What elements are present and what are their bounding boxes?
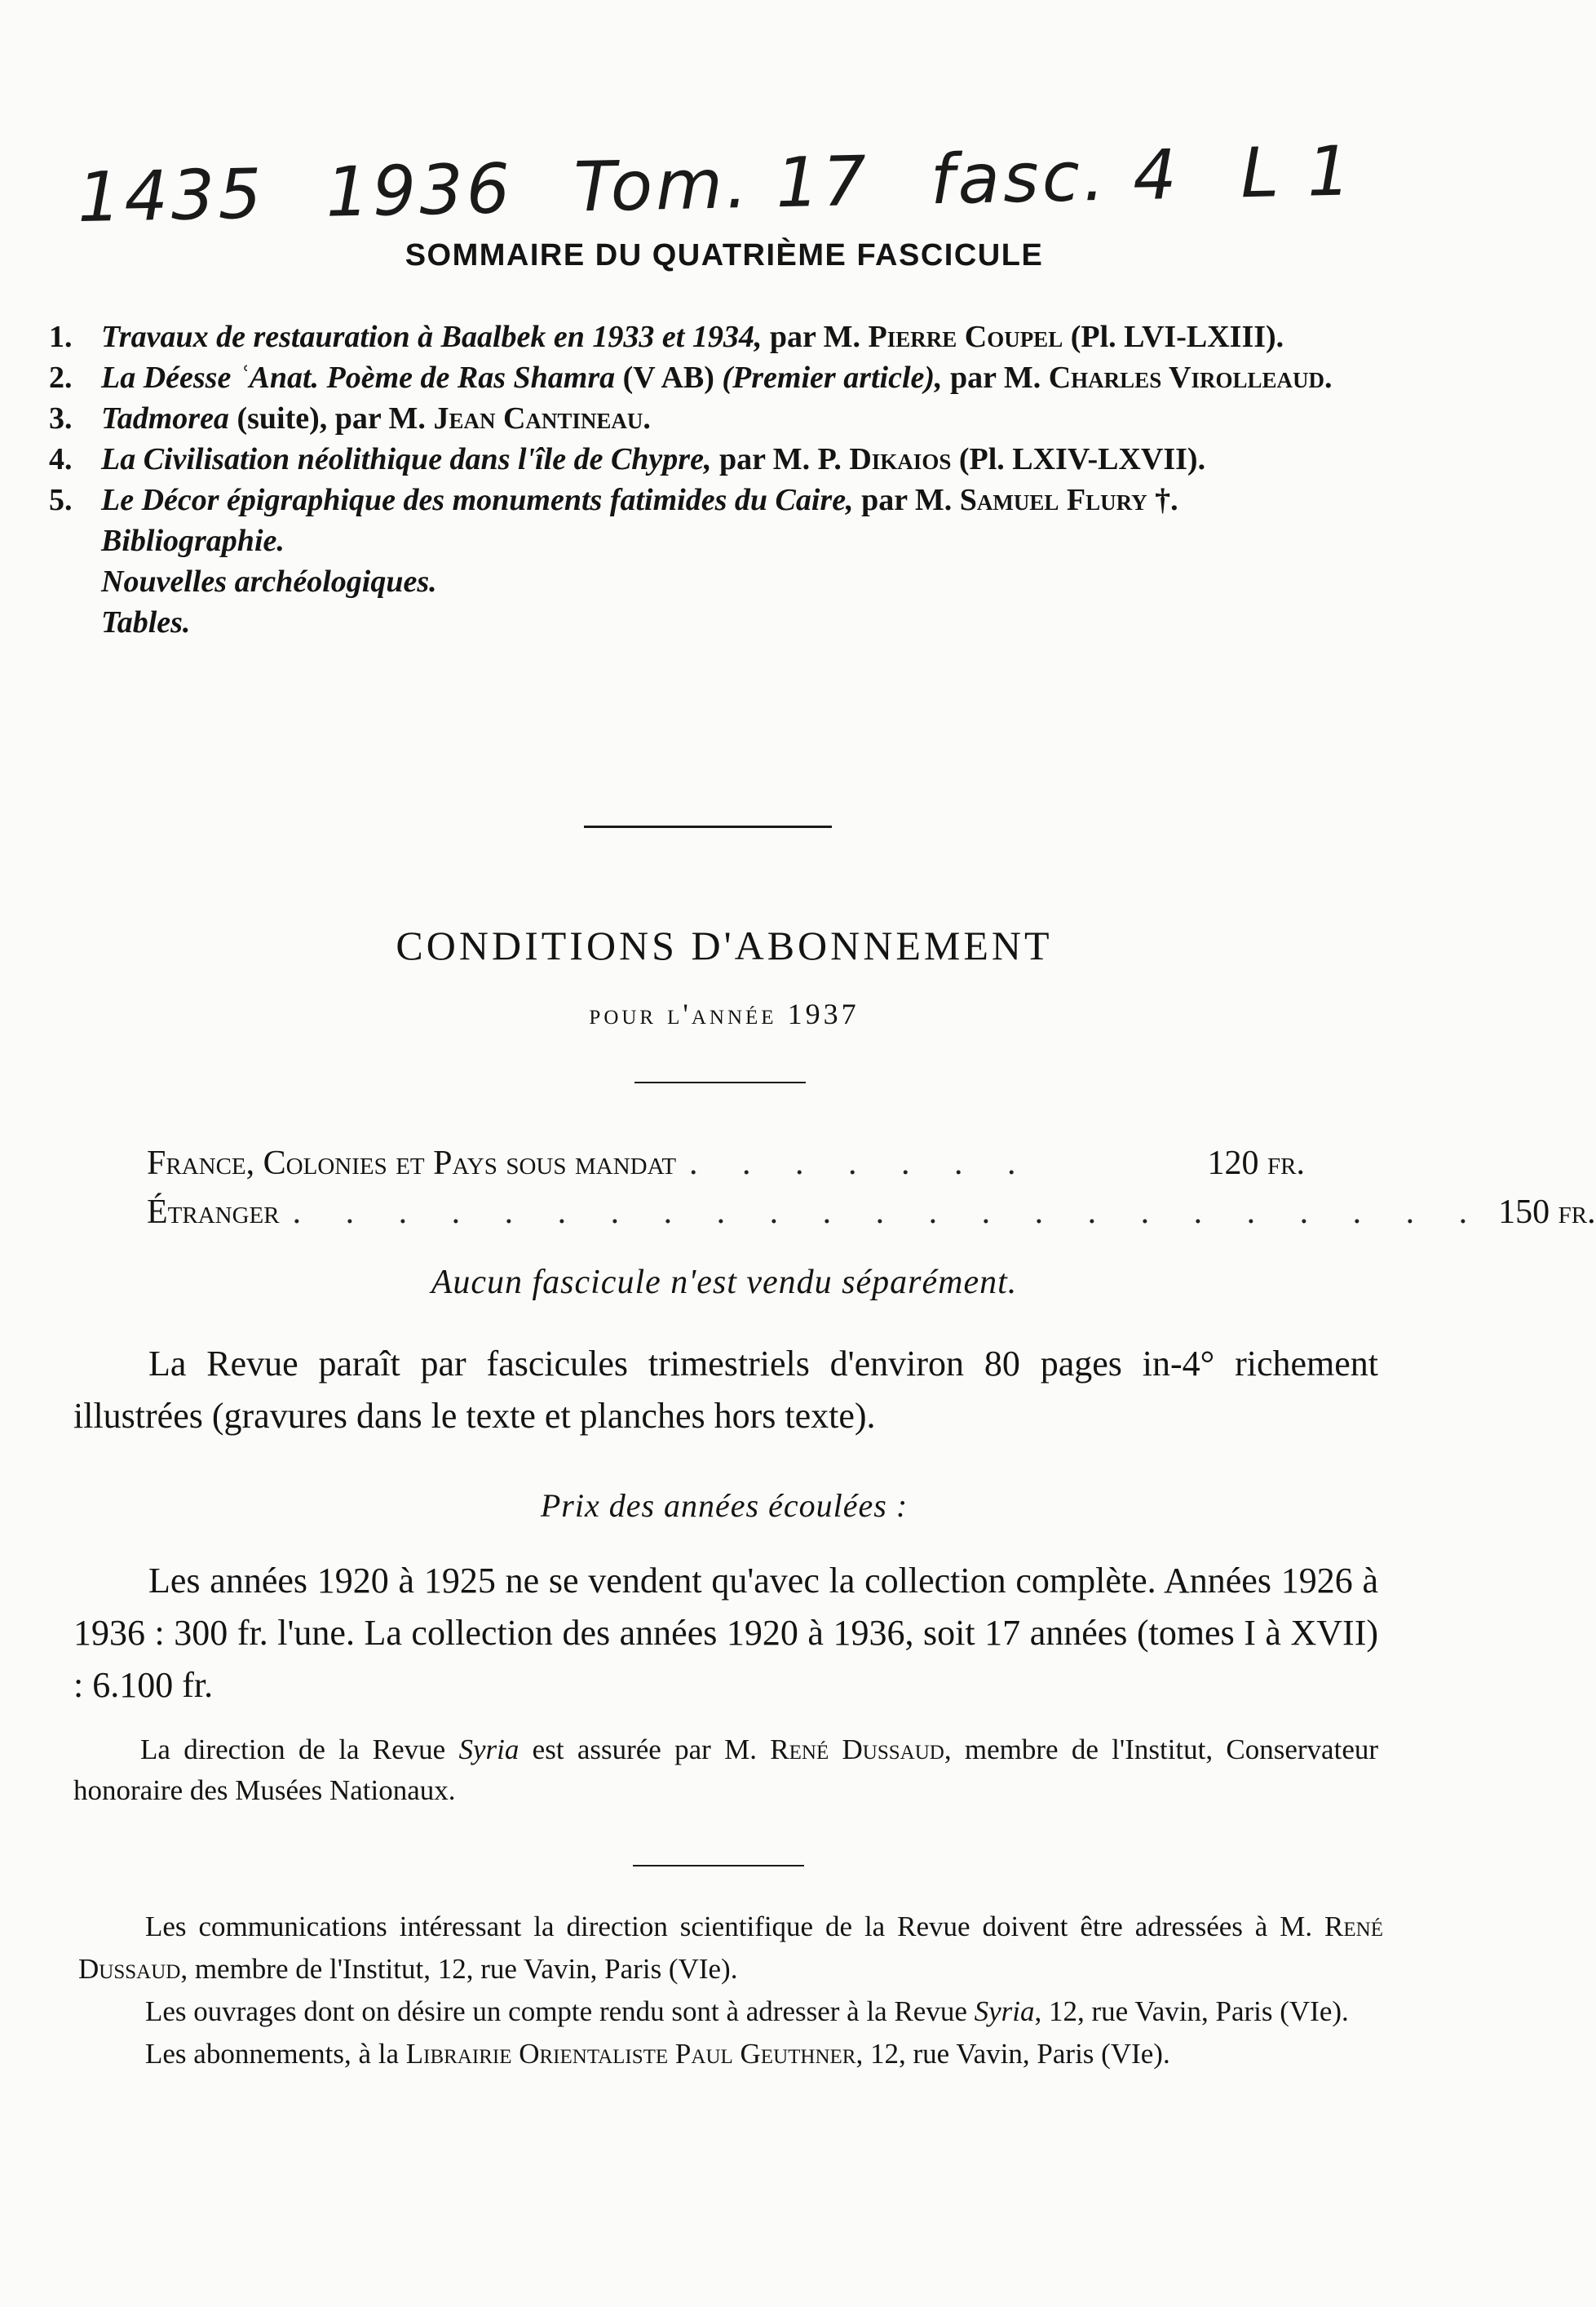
toc-by: par M. [942, 361, 1049, 395]
address-block [0, 1906, 1448, 2075]
toc-title: Tadmorea [101, 401, 229, 436]
handwritten-code: L 1 [1240, 131, 1355, 214]
toc-author: Dikaios [849, 442, 952, 476]
publisher-name: Librairie Orientaliste Paul Geuthner [405, 2038, 856, 2070]
toc-item-5 [49, 480, 1386, 520]
toc-author: Jean Cantineau [433, 401, 643, 436]
prix-description: Les années 1920 à 1925 ne se vendent qu'avec la collection complète. Années 1926 à 1936 : 300 fr. l'une. La collection des années 1920 à 1936, soit 17 années (tomes I à XVII) : 6.100 fr. [73, 1561, 1378, 1705]
address-abonnements [78, 2033, 1383, 2075]
director-name: René Dussaud [770, 1734, 944, 1765]
address-text: Les communications intéressant la direction scientifique de la Revue doivent être adressées à M. [145, 1911, 1325, 1942]
revue-name: Syria [458, 1734, 519, 1765]
toc-item-1 [49, 317, 1386, 357]
toc-by: par M. [853, 483, 960, 517]
toc-author: Charles Virolleaud [1048, 361, 1324, 395]
price-label: Étranger [147, 1193, 280, 1231]
toc-number: 5. [49, 483, 73, 517]
price-label: France, Colonies et Pays sous mandat [147, 1145, 677, 1182]
revue-name: Syria [974, 1995, 1035, 2027]
toc-item-4 [49, 439, 1386, 480]
toc-number: 1. [49, 320, 73, 354]
prix-title: Prix des années écoulées : [540, 1487, 909, 1524]
price-leader: . . . . . . . . . . . . . . . . . . . . . . . [292, 1193, 1486, 1231]
price-row-france [147, 1144, 1305, 1183]
toc-tail: . [643, 401, 651, 436]
toc-number: 2. [49, 361, 73, 395]
handwritten-number: 1435 [76, 153, 266, 238]
address-communications [78, 1906, 1383, 1990]
handwritten-fascicule: fasc. 4 [929, 134, 1181, 220]
handwritten-annotation [76, 131, 1355, 255]
address-name: René Dussaud [78, 1911, 1383, 1985]
divider [584, 826, 832, 828]
toc-tables: Tables. [101, 605, 191, 640]
toc-nouvelles: Nouvelles archéologiques. [101, 565, 437, 599]
toc-title: Le Décor épigraphique des monuments fatimides du Caire, [101, 483, 854, 517]
direction-text: , membre de l'Institut, Conservateur honoraire des Musées Nationaux. [73, 1734, 1379, 1806]
separate-sale-notice: Aucun fascicule n'est vendu séparément. [431, 1264, 1018, 1301]
revue-description: La Revue paraît par fascicules trimestriels d'environ 80 pages in-4° richement illustrées (gravures dans le texte et planches hors texte). [73, 1344, 1378, 1436]
price-row-etranger [147, 1193, 1596, 1232]
toc-title: La Civilisation néolithique dans l'île de Chypre, [101, 442, 712, 476]
address-text: Les ouvrages dont on désire un compte rendu sont à adresser à la Revue [145, 1995, 975, 2027]
handwritten-year: 1936 [325, 148, 515, 232]
address-text: , 12, rue Vavin, Paris (VIe). [1034, 1995, 1349, 2027]
address-text: Les abonnements, à la [145, 2038, 406, 2070]
toc-item-3 [49, 398, 1386, 439]
toc-by: par M. [762, 320, 869, 354]
price-amount: 120 fr. [1207, 1145, 1305, 1182]
toc-plate: (Pl. LXIV-LXVII). [951, 442, 1206, 476]
subscription-year: pour l'année 1937 [589, 998, 860, 1030]
toc-by: par M. P. [711, 442, 850, 476]
toc-item-2 [49, 357, 1386, 398]
toc-title: La Déesse ʿAnat. Poème de Ras Shamra [101, 361, 616, 395]
divider [634, 1082, 806, 1083]
sommaire-title: SOMMAIRE DU QUATRIÈME FASCICULE [405, 238, 1044, 272]
address-text: , membre de l'Institut, 12, rue Vavin, Paris (VIe). [180, 1953, 738, 1985]
toc-extra: (suite), par M. [228, 401, 434, 436]
toc-number: 3. [49, 401, 73, 436]
conditions-title: CONDITIONS D'ABONNEMENT [396, 923, 1053, 968]
toc-bibliographie: Bibliographie. [101, 524, 285, 558]
handwritten-tome: Tom. 17 [573, 140, 871, 228]
price-leader: . . . . . . . [689, 1145, 1034, 1182]
address-ouvrages [78, 1990, 1383, 2033]
direction-text: La direction de la Revue [140, 1734, 459, 1765]
divider [633, 1865, 804, 1866]
toc-extra: (V AB) [615, 361, 723, 395]
toc-author: Samuel Flury [959, 483, 1147, 517]
direction-note [73, 1729, 1378, 1811]
toc-tail: †. [1147, 483, 1178, 517]
address-text: , 12, rue Vavin, Paris (VIe). [855, 2038, 1170, 2070]
table-of-contents [49, 317, 1386, 643]
toc-subtitle: (Premier article), [722, 361, 943, 395]
toc-number: 4. [49, 442, 73, 476]
toc-tail: . [1324, 361, 1333, 395]
toc-plate: (Pl. LVI-LXIII). [1070, 320, 1284, 354]
direction-text: est assurée par M. [519, 1734, 771, 1765]
toc-author: Pierre Coupel [868, 320, 1063, 354]
price-amount: 150 fr. [1498, 1193, 1596, 1231]
toc-title: Travaux de restauration à Baalbek en 1933 et 1934, [101, 320, 763, 354]
